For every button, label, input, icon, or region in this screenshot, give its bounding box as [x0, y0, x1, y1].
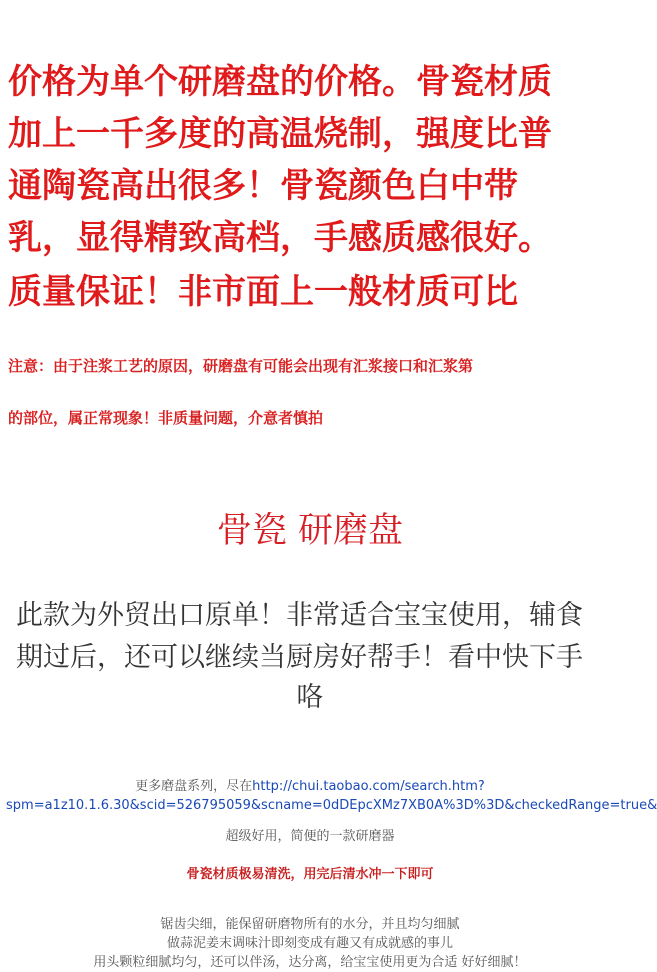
notice-line-2: 的部位，属正常现象！非质量问题，介意者慎拍 — [8, 409, 324, 427]
feature-line-2: 做蒜泥姜末调味汁即刻变成有趣又有成就感的事儿 — [166, 936, 453, 951]
headline-line-3: 通陶瓷高出很多！骨瓷颜色白中带 — [8, 166, 518, 206]
feature-line-1: 锯齿尖细，能保留研磨物所有的水分，并且均匀细腻 — [160, 917, 460, 932]
notice-line-1: 注意：由于注浆工艺的原因，研磨盘有可能会出现有汇浆接口和汇浆第 — [8, 357, 474, 375]
more-series-link-2[interactable]: spm=a1z10.1.6.30&scid=526795059&scname=0dDEpcXMz7XB0A%3D%3D&checkedRange=true& — [6, 798, 657, 813]
description-line-1: 此款为外贸出口原单！非常适合宝宝使用，辅食 — [16, 600, 583, 631]
description-line-2: 期过后，还可以继续当厨房好帮手！看中快下手 — [16, 642, 583, 673]
more-series-link[interactable]: http://chui.taobao.com/search.htm? — [252, 779, 485, 794]
headline-line-2: 加上一千多度的高温烧制，强度比普 — [8, 114, 552, 154]
headline-line-4: 乳，显得精致高档，手感质感很好。 — [8, 218, 552, 258]
feature-line-3: 用头颗粒细腻均匀，还可以伴汤，达分离，给宝宝使用更为合适 好好细腻！ — [93, 955, 527, 970]
headline-line-1: 价格为单个研磨盘的价格。骨瓷材质 — [8, 62, 552, 102]
cleaning-note: 骨瓷材质极易清洗，用完后清水冲一下即可 — [186, 867, 434, 882]
more-series-line — [0, 778, 620, 796]
product-title: 骨瓷 研磨盘 — [216, 511, 404, 551]
more-series-link-continued — [6, 797, 657, 815]
more-series-prefix: 更多磨盘系列，尽在 — [135, 779, 253, 794]
headline-line-5: 质量保证！非市面上一般材质可比 — [8, 272, 518, 312]
description-line-3: 咯 — [296, 682, 324, 713]
tagline: 超级好用，简便的一款研磨器 — [225, 829, 395, 844]
